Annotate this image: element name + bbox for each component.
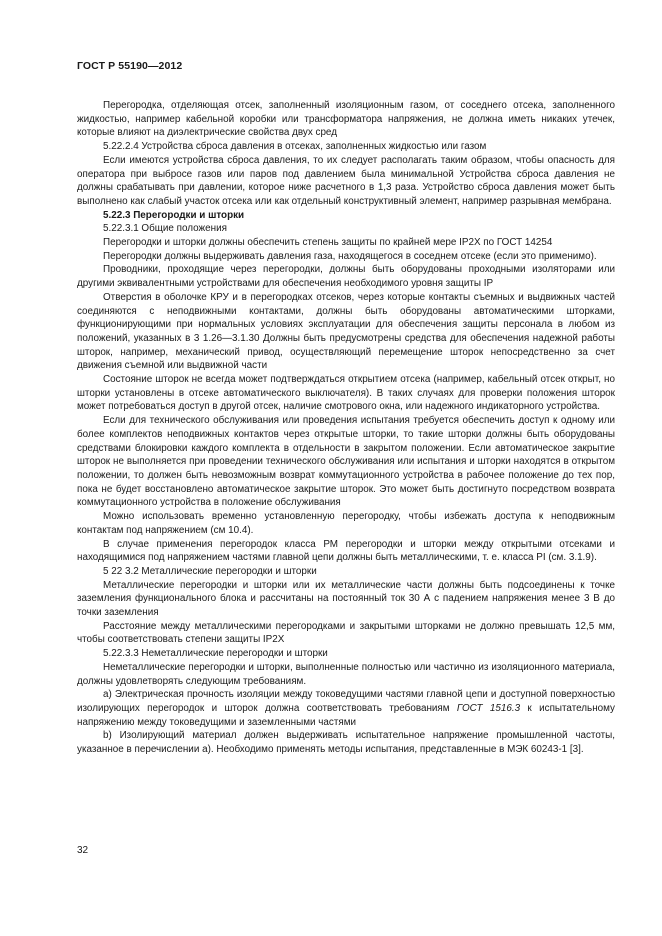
paragraph: Перегородка, отделяющая отсек, заполненный изоляционным газом, от соседнего отсека, заполненного жидкостью, например кабельной коробки или трансформатора напряжения, не должна иметь никаких утечек, которые влияют на диэлектрические свойства двух сред <box>77 100 615 139</box>
paragraph: Если для технического обслуживания или проведения испытания требуется обеспечить доступ к одному или более комплектов неподвижных контактов через открытые шторки, то такие шторки должны быть оборудованы средствами блокировки каждого комплекта в отдельности в закрытом положении. Если автоматическое закрытие шторок не выполняется при проведении технического обслуживания или испытания и шторки находятся в открытом положении, то должен быть невозможным возврат коммутационного устройства в рабочее положение до тех пор, пока не будет восстановлено автоматическое закрытие шторок. Это может быть достигнуто посредством возврата коммутационного устройства в положение обслуживания <box>77 415 615 509</box>
paragraph: В случае применения перегородок класса РМ перегородки и шторки между открытыми отсеками и находящимися под напряжением частями главной цепи должны быть металлическими, т. е. класса PI (см. 3.1.9). <box>77 538 615 564</box>
paragraph: Перегородки и шторки должны обеспечить степень защиты по крайней мере IP2X по ГОСТ 14254 <box>103 237 553 249</box>
paragraph: b) Изолирующий материал должен выдерживать испытательное напряжение промышленной частоты, указанное в перечислении а). Необходимо применять методы испытания, представленные в МЭК 60243-1 [3]. <box>77 730 615 756</box>
paragraph: Перегородки должны выдерживать давления газа, находящегося в соседнем отсеке (если это применимо). <box>103 250 597 262</box>
standard-reference: ГОСТ 1516.3 <box>456 702 521 714</box>
document-body <box>77 99 615 757</box>
subsection-heading: 5.22.3.1 Общие положения <box>103 223 227 235</box>
subsection-heading: 5.22.2.4 Устройства сброса давления в отсеках, заполненных жидкостью или газом <box>103 141 487 153</box>
paragraph-with-reference <box>77 688 615 729</box>
page-number: 32 <box>77 845 89 856</box>
subsection-heading: 5 22 3.2 Металлические перегородки и шторки <box>103 565 317 577</box>
standard-header: ГОСТ Р 55190—2012 <box>77 60 183 72</box>
paragraph-text: к испытательному напряжению между токоведущими и заземленными частями <box>77 702 615 728</box>
paragraph: Если имеются устройства сброса давления, то их следует располагать таким образом, чтобы опасность для оператора при выбросе газов или паров под давлением была минимальной Устройства сброса давления не должны срабатывать при давлении, которое ниже расчетного в 1,3 раза. Устройство сброса давления может быть выполнено как слабый участок отсека или как отдельный конструктивный элемент, например разрывная мембрана. <box>77 154 615 207</box>
subsection-heading: 5.22.3.3 Неметаллические перегородки и шторки <box>103 648 328 660</box>
paragraph: Можно использовать временно установленную перегородку, чтобы избежать доступа к неподвижным контактам под напряжением (см 10.4). <box>77 511 615 536</box>
paragraph-text: a) Электрическая прочность изоляции между токоведущими частями главной цепи и доступной поверхностью изолирующих перегородок и шторок должна соответствовать требованиям <box>77 689 615 714</box>
paragraph: Проводники, проходящие через перегородки, должны быть оборудованы проходными изоляторами или другими эквивалентными устройствами для обеспечения необходимого уровня защиты IP <box>77 264 615 290</box>
paragraph: Отверстия в оболочке КРУ и в перегородках отсеков, через которые контакты съемных и выдвижных частей соединяются с неподвижными контактами, должны быть оборудованы автоматическими шторками, функционирующими при нормальных условиях эксплуатации для обеспечения защиты персонала в любом из положений, указанных в 3 1.26—3.1.30 Должны быть предусмотрены средства для обеспечения надежной работы шторок, например, механический привод, осуществляющий перемещение шторок непосредственно за счет движения съемной или выдвижной части <box>77 291 615 372</box>
section-heading: 5.22.3 Перегородки и шторки <box>103 209 245 221</box>
paragraph: Расстояние между металлическими перегородками и закрытыми шторками не должно превышать 12,5 мм, чтобы соответствовать степени защиты IP2X <box>77 620 615 646</box>
paragraph: Состояние шторок не всегда может подтверждаться открытием отсека (например, кабельный отсек открыт, но шторки установлены в отсеке автоматического выключателя). В таких случаях для проверки положения шторок может потребоваться доступ в другой отсек, наличие смотрового окна, или надежного индикаторного устройства. <box>77 374 615 413</box>
paragraph: Неметаллические перегородки и шторки, выполненные полностью или частично из изоляционного материала, должны удовлетворять следующим требованиям. <box>77 661 615 687</box>
paragraph: Металлические перегородки и шторки или их металлические части должны быть подсоединены к точке заземления функционального блока и рассчитаны на постоянный ток 30 А с падением напряжения менее 3 В до точки заземления <box>77 579 615 619</box>
